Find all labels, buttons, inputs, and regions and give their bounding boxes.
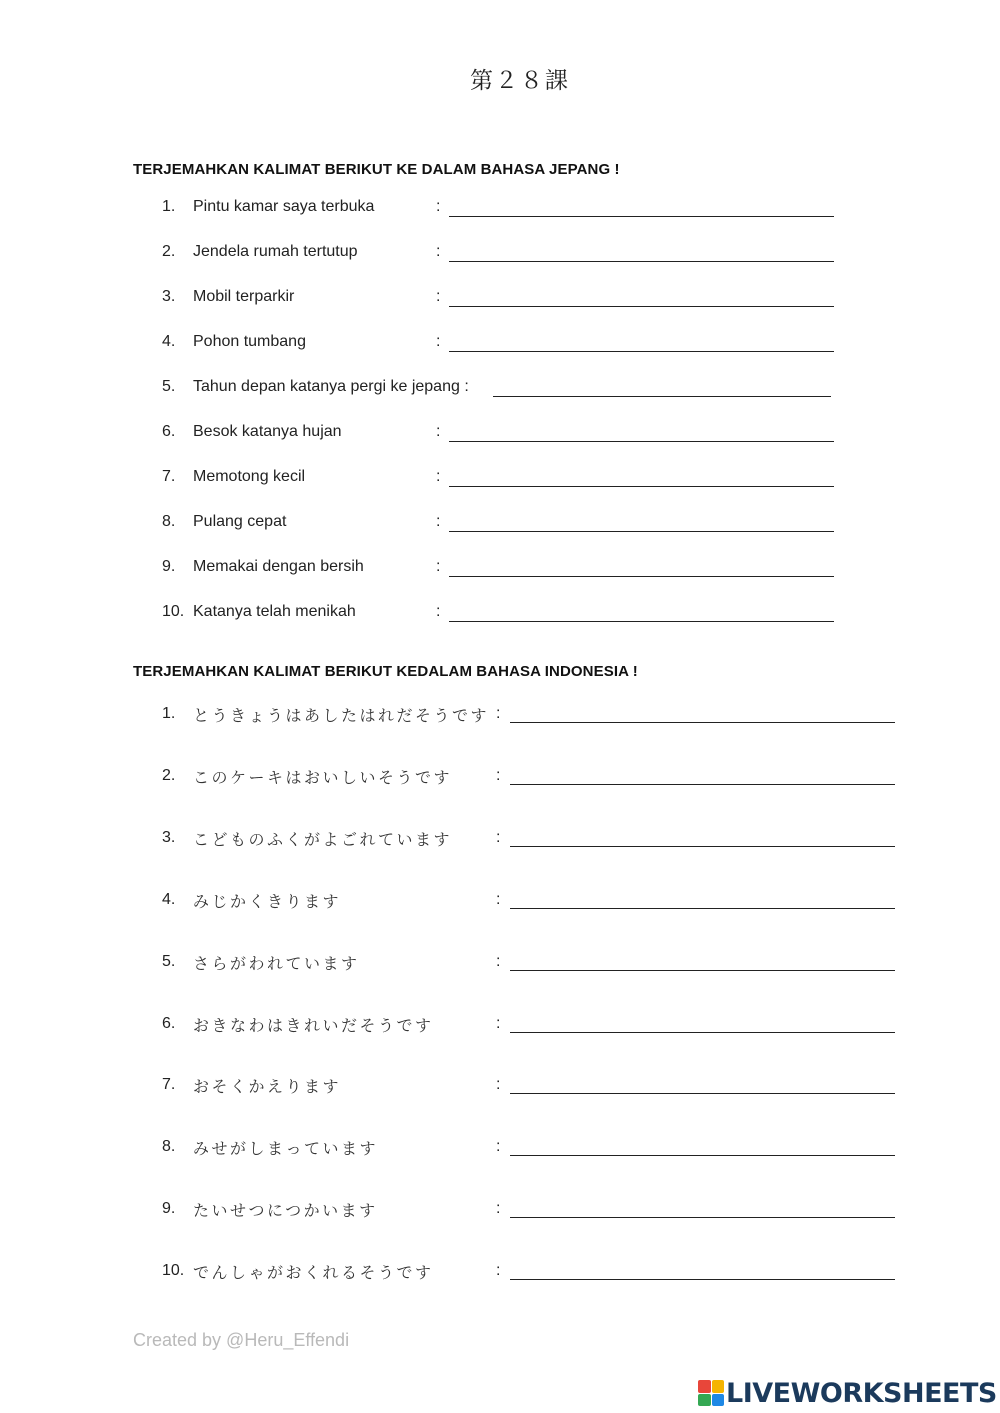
section2-item	[0, 889, 1000, 913]
item-text: Pulang cepat	[193, 513, 287, 530]
item-number: 9.	[162, 1200, 176, 1217]
section2-heading: TERJEMAHKAN KALIMAT BERIKUT KEDALAM BAHASA INDONESIA !	[133, 663, 638, 680]
item-text: みせがしまっています	[193, 1139, 379, 1158]
item-colon: :	[436, 423, 441, 440]
answer-line[interactable]	[510, 1093, 895, 1094]
logo-square	[698, 1394, 711, 1407]
item-number: 4.	[162, 891, 176, 908]
answer-line[interactable]	[510, 1217, 895, 1218]
section1-heading: TERJEMAHKAN KALIMAT BERIKUT KE DALAM BAHASA JEPANG !	[133, 161, 620, 178]
item-text: おきなわはきれいだそうです	[193, 1016, 434, 1035]
answer-line[interactable]	[449, 621, 834, 622]
item-text: とうきょうはあしたはれだそうです	[193, 706, 490, 725]
item-colon: :	[496, 1200, 501, 1217]
answer-line[interactable]	[510, 784, 895, 785]
section1-item	[0, 468, 1000, 492]
item-number: 8.	[162, 1138, 176, 1155]
item-number: 1.	[162, 705, 176, 722]
answer-line[interactable]	[449, 531, 834, 532]
item-text: Besok katanya hujan	[193, 423, 342, 440]
item-colon: :	[496, 1138, 501, 1155]
section2-item	[0, 1013, 1000, 1037]
item-text: おそくかえります	[193, 1077, 342, 1096]
answer-line[interactable]	[449, 441, 834, 442]
section1-item	[0, 333, 1000, 357]
item-text: Pohon tumbang	[193, 333, 306, 350]
section1-item	[0, 198, 1000, 222]
item-colon: :	[496, 829, 501, 846]
item-text: みじかくきります	[193, 892, 342, 911]
section1-item	[0, 513, 1000, 537]
item-number: 3.	[162, 288, 176, 305]
item-text: こどものふくがよごれています	[193, 830, 453, 849]
item-colon: :	[496, 1262, 501, 1279]
item-number: 3.	[162, 829, 176, 846]
section2-item	[0, 827, 1000, 851]
section1-item	[0, 243, 1000, 267]
item-number: 7.	[162, 468, 176, 485]
answer-line[interactable]	[510, 908, 895, 909]
item-number: 9.	[162, 558, 176, 575]
item-colon: :	[436, 243, 441, 260]
section2-item	[0, 765, 1000, 789]
answer-line[interactable]	[510, 1032, 895, 1033]
answer-line[interactable]	[510, 722, 895, 723]
section1-item	[0, 558, 1000, 582]
section1-item	[0, 288, 1000, 312]
section1-item	[0, 378, 1000, 402]
section2-item	[0, 1198, 1000, 1222]
item-colon: :	[496, 705, 501, 722]
section1-item	[0, 603, 1000, 627]
answer-line[interactable]	[493, 396, 831, 397]
logo-square	[712, 1380, 725, 1393]
logo-icon	[698, 1380, 724, 1406]
item-number: 10.	[162, 603, 185, 620]
item-text: Katanya telah menikah	[193, 603, 356, 620]
logo-square	[712, 1394, 725, 1407]
answer-line[interactable]	[449, 261, 834, 262]
item-text: さらがわれています	[193, 954, 360, 973]
item-colon: :	[436, 333, 441, 350]
section1-item	[0, 423, 1000, 447]
item-number: 5.	[162, 953, 176, 970]
item-text: Pintu kamar saya terbuka	[193, 198, 375, 215]
item-number: 5.	[162, 378, 176, 395]
item-colon: :	[436, 198, 441, 215]
credit-text: Created by @Heru_Effendi	[133, 1330, 350, 1350]
answer-line[interactable]	[510, 970, 895, 971]
section2-item	[0, 1136, 1000, 1160]
item-colon: :	[436, 513, 441, 530]
answer-line[interactable]	[510, 1279, 895, 1280]
item-text: Jendela rumah tertutup	[193, 243, 358, 260]
item-number: 2.	[162, 767, 176, 784]
item-colon: :	[496, 767, 501, 784]
item-text: Memakai dengan bersih	[193, 558, 364, 575]
liveworksheets-logo[interactable]	[698, 1378, 997, 1408]
item-number: 7.	[162, 1076, 176, 1093]
item-text: Memotong kecil	[193, 468, 306, 485]
answer-line[interactable]	[449, 216, 834, 217]
item-number: 4.	[162, 333, 176, 350]
item-colon: :	[496, 1076, 501, 1093]
item-number: 8.	[162, 513, 176, 530]
item-number: 6.	[162, 1015, 176, 1032]
answer-line[interactable]	[449, 351, 834, 352]
item-colon: :	[496, 891, 501, 908]
item-colon: :	[436, 288, 441, 305]
item-text: でんしゃがおくれるそうです	[193, 1263, 434, 1282]
section2-item	[0, 703, 1000, 727]
section2-item	[0, 951, 1000, 975]
item-colon: :	[436, 468, 441, 485]
logo-square	[698, 1380, 711, 1393]
answer-line[interactable]	[449, 486, 834, 487]
item-colon: :	[436, 558, 441, 575]
item-text: Mobil terparkir	[193, 288, 295, 305]
answer-line[interactable]	[510, 1155, 895, 1156]
item-number: 2.	[162, 243, 176, 260]
section2-item	[0, 1260, 1000, 1284]
item-colon: :	[496, 1015, 501, 1032]
item-number: 1.	[162, 198, 176, 215]
answer-line[interactable]	[449, 306, 834, 307]
item-number: 6.	[162, 423, 176, 440]
item-text: たいせつにつかいます	[193, 1201, 378, 1220]
worksheet-title: 第２８課	[470, 68, 570, 94]
answer-line[interactable]	[449, 576, 834, 577]
item-text: このケーキはおいしいそうです	[193, 768, 453, 787]
section2-item	[0, 1074, 1000, 1098]
item-text: Tahun depan katanya pergi ke jepang :	[193, 378, 469, 395]
logo-text: LIVEWORKSHEETS	[726, 1377, 997, 1409]
answer-line[interactable]	[510, 846, 895, 847]
item-number: 10.	[162, 1262, 185, 1279]
item-colon: :	[496, 953, 501, 970]
item-colon: :	[436, 603, 441, 620]
